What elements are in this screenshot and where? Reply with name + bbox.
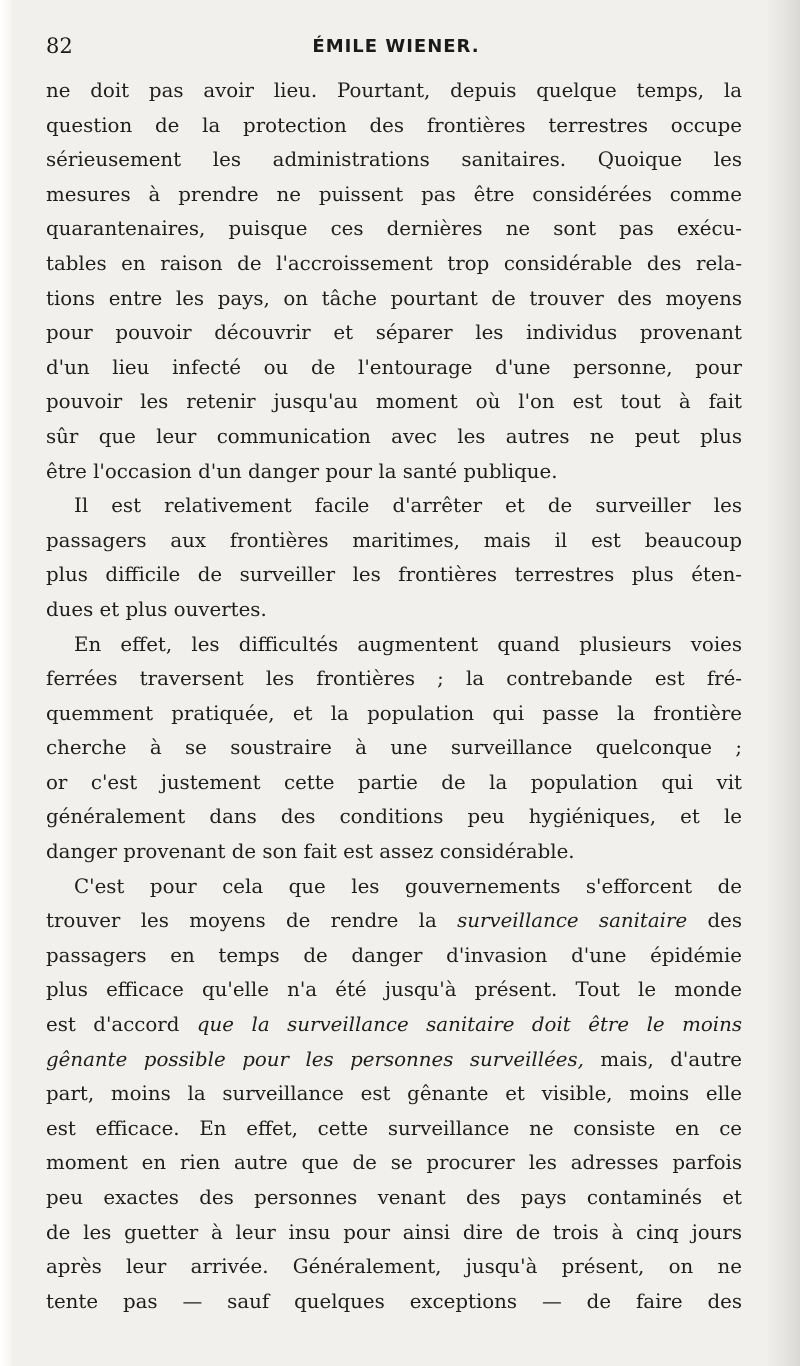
text-line: être l'occasion d'un danger pour la santé publique. (46, 459, 558, 483)
paragraph (46, 489, 742, 627)
paragraph (46, 74, 742, 489)
text-line (46, 1008, 742, 1043)
text-line: mesures à prendre ne puissent pas être considérées comme (46, 182, 742, 206)
text-line (46, 1043, 742, 1078)
text-line: dues et plus ouvertes. (46, 597, 267, 621)
text-line (46, 904, 742, 939)
page-left-edge (0, 0, 12, 1366)
text-line: ne doit pas avoir lieu. Pourtant, depuis quelque temps, la (46, 79, 742, 102)
text-line: Il est relativement facile d'arrêter et de surveiller les (74, 494, 742, 518)
text-run: mais, d'autre (583, 1047, 742, 1071)
text-run: des (687, 909, 742, 933)
text-line: généralement dans des conditions peu hygiéniques, et le (46, 805, 742, 829)
text-line: tables en raison de l'accroissement trop considérable des rela- (46, 251, 742, 275)
italic-run: que la surveillance sanitaire doit être le moins (196, 1013, 742, 1037)
text-line: pouvoir les retenir jusqu'au moment où l'on est tout à fait (46, 390, 742, 414)
text-line: part, moins la surveillance est gênante et visible, moins elle (46, 1082, 742, 1106)
text-line: passagers en temps de danger d'invasion d'une épidémie (46, 943, 742, 967)
text-run: est d'accord (46, 1013, 197, 1037)
page-gutter-shadow (766, 0, 800, 1366)
text-line: après leur arrivée. Généralement, jusqu'à présent, on ne (46, 1255, 742, 1279)
text-line: pour pouvoir découvrir et séparer les individus provenant (46, 321, 742, 345)
italic-run: surveillance sanitaire (457, 909, 688, 933)
text-line: C'est pour cela que les gouvernements s'efforcent de (74, 874, 742, 898)
paragraph (46, 628, 742, 870)
text-run: trouver les moyens de rendre la (46, 909, 458, 933)
text-line: plus difficile de surveiller les frontières terrestres plus éten- (46, 563, 742, 587)
text-line: de les guetter à leur insu pour ainsi dire de trois à cinq jours (46, 1220, 742, 1244)
text-line: tente pas — sauf quelques exceptions — de faire des (46, 1289, 742, 1313)
text-line: or c'est justement cette partie de la population qui vit (46, 770, 742, 794)
text-line: tions entre les pays, on tâche pourtant de trouver des moyens (46, 286, 742, 310)
page-number: 82 (46, 34, 73, 58)
text-line: quemment pratiquée, et la population qui passe la frontière (46, 701, 742, 725)
text-line: d'un lieu infecté ou de l'entourage d'une personne, pour (46, 355, 742, 379)
text-line: peu exactes des personnes venant des pays contaminés et (46, 1186, 742, 1209)
page-header (46, 30, 746, 66)
text-line: sûr que leur communication avec les autres ne peut plus (46, 424, 742, 448)
text-line: est efficace. En effet, cette surveillance ne consiste en ce (46, 1116, 742, 1140)
text-line: ferrées traversent les frontières ; la contrebande est fré- (46, 667, 742, 691)
body-text (46, 74, 742, 1319)
text-line: quarantenaires, puisque ces dernières ne sont pas exécu- (46, 217, 742, 241)
text-line: moment en rien autre que de se procurer les adresses parfois (46, 1151, 742, 1175)
text-line: question de la protection des frontières terrestres occupe (46, 113, 742, 137)
text-line: sérieusement les administrations sanitaires. Quoique les (46, 148, 742, 172)
running-head: ÉMILE WIENER. (312, 36, 480, 57)
paragraph-surveillance (46, 870, 742, 1320)
text-line: plus efficace qu'elle n'a été jusqu'à présent. Tout le monde (46, 978, 742, 1002)
text-line: cherche à se soustraire à une surveillance quelconque ; (46, 736, 742, 760)
paragraphs (46, 74, 742, 870)
text-line: passagers aux frontières maritimes, mais il est beaucoup (46, 528, 742, 552)
text-line: danger provenant de son fait est assez considérable. (46, 840, 575, 864)
text-line: En effet, les difficultés augmentent quand plusieurs voies (74, 632, 742, 656)
italic-run: gênante possible pour les personnes surveillées, (46, 1047, 584, 1071)
